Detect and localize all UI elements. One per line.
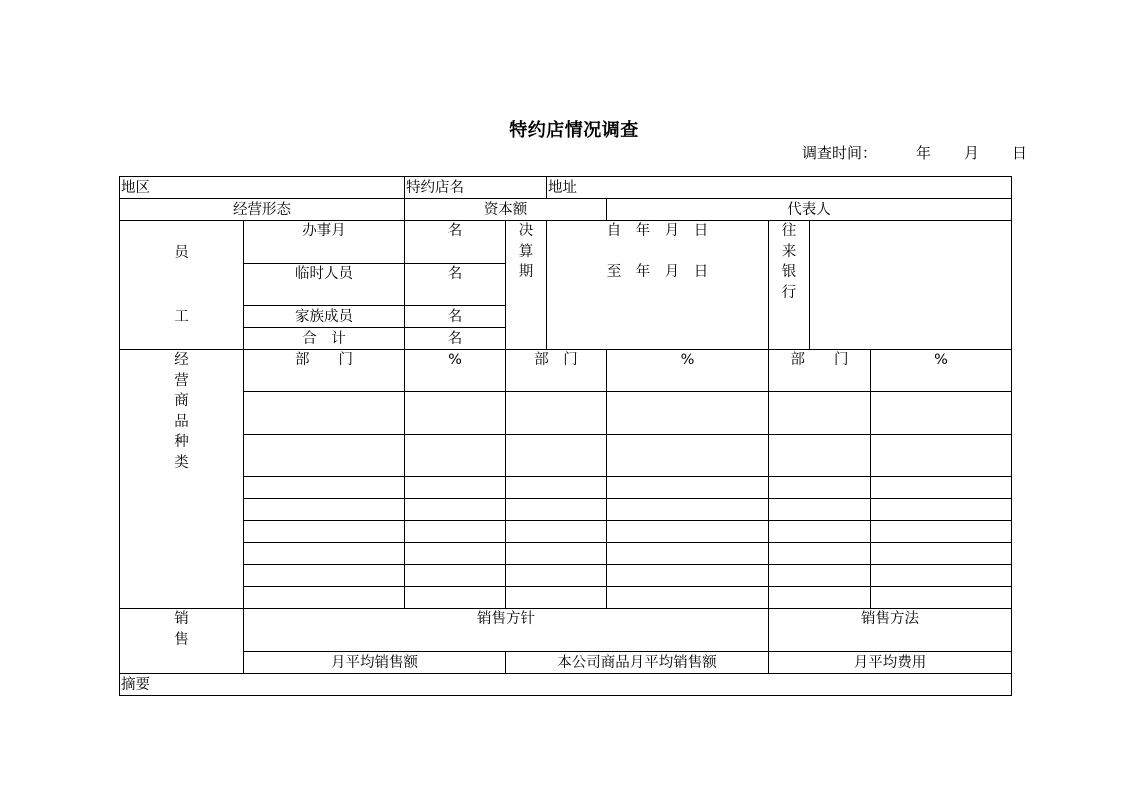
survey-date-label: 调查时间： <box>802 144 878 162</box>
product-cell[interactable] <box>769 477 871 499</box>
product-cell[interactable] <box>769 565 871 587</box>
settlement-from: 自 年 月 日 <box>606 223 709 239</box>
table-row <box>120 435 1012 477</box>
survey-table <box>119 176 1012 696</box>
product-cell[interactable] <box>871 565 1012 587</box>
representative-label: 代表人 <box>787 201 831 218</box>
company-avg-sales-cell[interactable] <box>506 652 769 674</box>
settlement-label-cell <box>506 221 547 350</box>
survey-date-year: 年 <box>916 144 932 162</box>
product-cell[interactable] <box>405 392 506 435</box>
representative-cell[interactable] <box>607 199 1012 221</box>
product-cell[interactable] <box>607 392 769 435</box>
product-cell[interactable] <box>506 435 607 477</box>
temp-staff-count[interactable]: 名 <box>405 264 506 306</box>
monthly-cost-cell[interactable] <box>769 652 1012 674</box>
product-cell[interactable] <box>871 587 1012 609</box>
product-cell[interactable] <box>506 392 607 435</box>
product-cell[interactable] <box>607 435 769 477</box>
settlement-char-3: 期 <box>518 264 534 280</box>
bank-label-cell <box>769 221 810 350</box>
family-count[interactable]: 名 <box>405 306 506 328</box>
percent-header-2: % <box>607 350 769 392</box>
product-cell[interactable] <box>405 587 506 609</box>
product-cell[interactable] <box>405 543 506 565</box>
address-cell[interactable] <box>547 177 1012 199</box>
survey-date-month: 月 <box>964 144 980 162</box>
product-cell[interactable] <box>405 435 506 477</box>
staff-label-cell <box>120 221 244 350</box>
temp-staff-label: 临时人员 <box>244 264 405 306</box>
table-row <box>120 565 1012 587</box>
address-label: 地址 <box>548 179 577 196</box>
sales-label-cell <box>120 609 244 674</box>
table-row <box>120 392 1012 435</box>
bank-value-cell[interactable] <box>810 221 1012 350</box>
sales-policy-label: 销售方针 <box>477 611 535 627</box>
summary-cell[interactable] <box>120 674 1012 696</box>
dept-header-3: 部 门 <box>769 350 871 392</box>
product-cell[interactable] <box>506 565 607 587</box>
bank-char-1: 往 <box>781 223 797 239</box>
product-cell[interactable] <box>769 543 871 565</box>
product-cell[interactable] <box>405 477 506 499</box>
capital-label: 资本额 <box>483 201 528 218</box>
percent-header-1: % <box>405 350 506 392</box>
page-title: 特约店情况调查 <box>509 120 639 141</box>
product-cell[interactable] <box>244 499 405 521</box>
product-cell[interactable] <box>769 587 871 609</box>
settlement-char-2: 算 <box>518 243 534 260</box>
product-cell[interactable] <box>607 565 769 587</box>
product-cell[interactable] <box>871 435 1012 477</box>
products-label-cell <box>120 350 244 609</box>
staff-label-top: 员 <box>174 245 189 261</box>
products-char-2: 营 <box>174 372 189 389</box>
product-cell[interactable] <box>769 435 871 477</box>
product-cell[interactable] <box>607 521 769 543</box>
product-cell[interactable] <box>871 543 1012 565</box>
settlement-to: 至 年 月 日 <box>606 264 709 280</box>
products-char-3: 商 <box>174 393 189 409</box>
region-label: 地区 <box>121 179 150 196</box>
product-cell[interactable] <box>244 392 405 435</box>
total-count[interactable]: 名 <box>405 328 506 350</box>
bank-char-4: 行 <box>781 284 797 301</box>
capital-cell[interactable] <box>405 199 607 221</box>
sales-char-1: 销 <box>174 611 189 627</box>
office-staff-count[interactable]: 名 <box>405 221 506 264</box>
product-cell[interactable] <box>769 392 871 435</box>
products-char-5: 种 <box>174 434 189 450</box>
product-cell[interactable] <box>607 587 769 609</box>
product-cell[interactable] <box>769 499 871 521</box>
product-cell[interactable] <box>506 543 607 565</box>
business-form-cell[interactable] <box>120 199 405 221</box>
product-cell[interactable] <box>244 543 405 565</box>
product-cell[interactable] <box>506 587 607 609</box>
product-cell[interactable] <box>871 521 1012 543</box>
monthly-avg-sales-label: 月平均销售额 <box>331 654 418 671</box>
product-cell[interactable] <box>244 565 405 587</box>
percent-header-3: % <box>871 350 1012 392</box>
summary-label: 摘要 <box>121 676 150 693</box>
product-cell[interactable] <box>871 392 1012 435</box>
product-cell[interactable] <box>607 543 769 565</box>
product-cell[interactable] <box>244 521 405 543</box>
table-row <box>120 587 1012 609</box>
dept-header-2: 部 门 <box>506 350 607 392</box>
company-avg-sales-label: 本公司商品月平均销售额 <box>557 654 717 671</box>
settlement-period-cell[interactable] <box>547 221 769 350</box>
product-cell[interactable] <box>506 477 607 499</box>
table-row <box>120 543 1012 565</box>
products-char-4: 品 <box>174 413 189 430</box>
products-char-6: 类 <box>174 454 189 471</box>
product-cell[interactable] <box>769 521 871 543</box>
store-name-cell[interactable] <box>405 177 547 199</box>
product-cell[interactable] <box>405 499 506 521</box>
bank-char-3: 银 <box>781 264 797 280</box>
product-cell[interactable] <box>871 499 1012 521</box>
product-cell[interactable] <box>244 587 405 609</box>
office-staff-label: 办事月 <box>244 221 405 264</box>
monthly-avg-sales-cell[interactable] <box>244 652 506 674</box>
sales-policy-cell[interactable] <box>244 609 769 652</box>
table-row <box>120 499 1012 521</box>
settlement-char-1: 决 <box>518 223 534 239</box>
total-label: 合 计 <box>244 328 405 350</box>
monthly-cost-label: 月平均费用 <box>853 654 927 671</box>
product-cell[interactable] <box>506 521 607 543</box>
table-row <box>120 477 1012 499</box>
product-cell[interactable] <box>244 435 405 477</box>
product-cell[interactable] <box>871 477 1012 499</box>
dept-header-1: 部 门 <box>244 350 405 392</box>
bank-char-2: 来 <box>781 243 797 260</box>
sales-method-label: 销售方法 <box>861 611 920 627</box>
survey-date-day: 日 <box>1012 144 1028 162</box>
products-char-1: 经 <box>174 352 189 368</box>
product-cell[interactable] <box>607 477 769 499</box>
product-cell[interactable] <box>405 521 506 543</box>
store-name-label: 特约店名 <box>406 179 464 196</box>
staff-label-bottom: 工 <box>174 308 189 325</box>
sales-method-cell[interactable] <box>769 609 1012 652</box>
product-cell[interactable] <box>607 499 769 521</box>
region-cell[interactable] <box>120 177 405 199</box>
product-cell[interactable] <box>405 565 506 587</box>
business-form-label: 经营形态 <box>233 201 291 218</box>
family-label: 家族成员 <box>244 306 405 328</box>
table-row <box>120 521 1012 543</box>
product-cell[interactable] <box>244 477 405 499</box>
sales-char-2: 售 <box>174 631 189 648</box>
product-cell[interactable] <box>506 499 607 521</box>
